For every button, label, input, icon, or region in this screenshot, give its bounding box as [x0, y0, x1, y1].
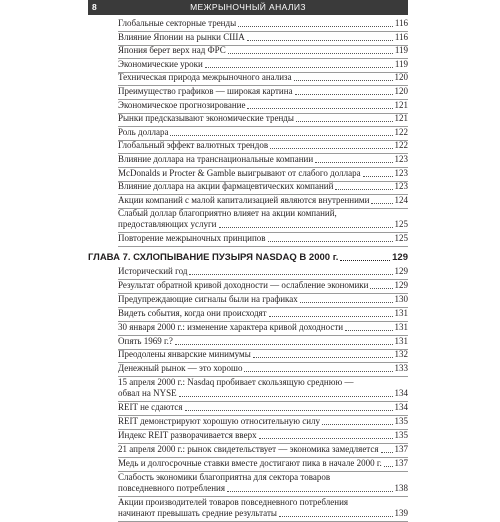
dot-leader [300, 302, 393, 303]
toc-entry-page: 116 [394, 18, 408, 28]
toc-entry-title: 30 января 2000 г.: изменение характера кривой доходности [118, 321, 344, 332]
toc-entry-page: 121 [394, 99, 408, 110]
toc-entry [118, 100, 408, 111]
toc-entry-title: Техническая природа межрыночного анализа [118, 72, 292, 83]
toc-entry-page: 119 [394, 45, 408, 56]
toc-entry-title: Опять 1969 г.? [118, 335, 173, 346]
dot-leader [219, 227, 393, 228]
toc-entry-page: 124 [394, 194, 408, 205]
dot-leader [269, 316, 393, 317]
toc-entry-title: начинают превышать средние результаты [118, 507, 277, 518]
toc-entry-title: Предупреждающие сигналы были на графиках [118, 293, 298, 304]
toc-entry-page: 120 [394, 72, 408, 83]
toc-entry [118, 127, 408, 138]
toc-entry-title: Преимущество графиков — широкая картина [118, 86, 293, 96]
toc-entry-page: 123 [394, 154, 408, 164]
dot-leader [340, 260, 390, 261]
toc-entry-page: 129 [394, 266, 408, 276]
dot-leader [296, 121, 393, 122]
page-number: 8 [92, 2, 97, 12]
toc-entry-title: Слабость экономики благоприятна для сектора товаров [118, 471, 331, 482]
dot-leader [170, 135, 392, 136]
toc-entry-title: Япония берет верх над ФРС [118, 45, 226, 56]
chapter-title: ГЛАВА 7. СХЛОПЫВАНИЕ ПУЗЫРЯ NASDAQ В 2000 г. [88, 252, 339, 263]
toc-entry [118, 430, 408, 441]
dot-leader [345, 330, 392, 331]
toc-entry-page: 116 [394, 31, 408, 42]
dot-leader [259, 438, 393, 439]
toc-entry [118, 280, 408, 291]
toc-entry [118, 472, 408, 494]
dot-leader [295, 94, 393, 95]
toc-entry-title: Влияние доллара на акции фармацевтических компаний [118, 181, 334, 192]
toc-entry [118, 416, 408, 427]
toc-entry-page: 131 [394, 335, 408, 346]
dot-leader [205, 67, 393, 68]
dot-leader [247, 108, 392, 109]
toc-entry-page: 120 [394, 86, 408, 96]
toc-entry-title: Экономическое прогнозирование [118, 99, 246, 110]
toc-entry-page: 132 [394, 349, 408, 360]
toc-entry-title: REIT не сдаются [118, 402, 183, 413]
toc-entry-title: Слабый доллар благоприятно влияет на акции компаний, [118, 208, 337, 219]
toc-entry [118, 402, 408, 413]
dot-leader [322, 424, 392, 425]
toc-entry-title: повседневного потребления [118, 482, 226, 493]
toc-entry-page: 133 [394, 363, 408, 374]
toc-entry-page: 131 [394, 307, 408, 318]
toc-entry [118, 377, 408, 399]
dot-leader [279, 516, 393, 517]
toc-entry-title: Влияние Японии на рынки США [118, 31, 245, 42]
dot-leader [244, 371, 392, 372]
toc-entry [118, 322, 408, 333]
toc-entry-page: 134 [394, 402, 408, 413]
toc-entry-title: обвал на NYSE [118, 388, 177, 399]
dot-leader [253, 357, 393, 358]
toc-entry-page: 122 [394, 140, 408, 151]
toc-entry [118, 72, 408, 83]
toc-entry-title: REIT демонстрируют хорошую относительную силу [118, 416, 321, 426]
toc-entry-title: 15 апреля 2000 г.: Nasdaq пробивает скользящую среднюю — [118, 377, 354, 388]
toc-entry-page: 130 [394, 293, 408, 304]
entry-separator [118, 246, 408, 247]
toc-entry [118, 266, 408, 277]
toc-entry-page: 123 [394, 181, 408, 192]
toc-entry-title: Роль доллара [118, 126, 169, 137]
running-header [88, 0, 408, 15]
toc-entry-title: Медь и долгосрочные ставки вместе достигают пика в начале 2000 г. [118, 457, 382, 468]
toc-entry-page: 138 [394, 482, 408, 493]
toc-entry [118, 113, 408, 124]
toc-entry-page: 123 [394, 167, 408, 178]
toc-entry-page: 122 [394, 126, 408, 137]
toc-entry-title: Результат обратной кривой доходности — ослабление экономики [118, 279, 369, 290]
dot-leader [370, 288, 392, 289]
toc-entry-page: 139 [394, 507, 408, 518]
toc-entry-title: Рынки предсказывают экономические тренды [118, 113, 294, 124]
dot-leader [335, 189, 392, 190]
toc-entry-title: Денежный рынок — это хорошо [118, 363, 243, 374]
dot-leader [268, 241, 393, 242]
toc-entry-page: 121 [394, 113, 408, 124]
toc-entry [118, 181, 408, 192]
toc-entry-title: Глобальный эффект валютных трендов [118, 140, 269, 151]
toc-entry-page: 137 [394, 443, 408, 454]
toc-entry [118, 18, 408, 29]
toc-entry-title: Глобальные секторные тренды [118, 18, 237, 28]
dot-leader [227, 491, 392, 492]
toc-entry-title: Видеть события, когда они происходят [118, 307, 267, 318]
dot-leader [270, 148, 392, 149]
toc-entry-page: 125 [394, 219, 408, 230]
dot-leader [238, 26, 393, 27]
toc-entry-title: McDonalds и Procter & Gamble выигрывают от слабого доллара [118, 167, 361, 178]
toc-entry-page: 135 [394, 416, 408, 426]
toc-entry [118, 195, 408, 206]
toc-entry [118, 363, 408, 374]
toc-entry-title: Акции компаний с малой капитализацией являются внутренними [118, 194, 370, 205]
dot-leader [384, 466, 393, 467]
chapter-heading [88, 252, 408, 264]
toc-entry [118, 45, 408, 56]
toc-entry-page: 134 [394, 388, 408, 399]
toc-entry-title: Влияние доллара на транснациональные компании [118, 154, 314, 164]
toc-entry-page: 125 [394, 233, 408, 243]
entry-separator [118, 521, 408, 522]
dot-leader [315, 162, 392, 163]
toc-entry-page: 131 [394, 321, 408, 332]
toc-entry-title: Повторение межрыночных принципов [118, 233, 266, 243]
toc-entry [118, 208, 408, 230]
toc-entry-title: предоставляющих услуги [118, 219, 217, 230]
running-title: МЕЖРЫНОЧНЫЙ АНАЛИЗ [190, 2, 306, 12]
chapter-page-number: 129 [392, 252, 408, 263]
toc-entry-page: 137 [394, 457, 408, 468]
dot-leader [228, 53, 393, 54]
dot-leader [189, 274, 392, 275]
toc-entry [118, 86, 408, 97]
toc-entry [118, 168, 408, 179]
dot-leader [175, 344, 393, 345]
toc-entry [118, 59, 408, 70]
toc-entry [118, 294, 408, 305]
toc-entry [118, 444, 408, 455]
toc-entry-title: 21 апреля 2000 г.: рынок свидетельствует — экономика замедляется [118, 443, 379, 454]
dot-leader [179, 396, 393, 397]
toc-entry-page: 135 [394, 429, 408, 440]
toc-entry-page: 129 [394, 279, 408, 290]
toc-entry [118, 349, 408, 360]
toc-entry [118, 458, 408, 469]
dot-leader [371, 203, 392, 204]
dot-leader [363, 176, 393, 177]
toc-entry [118, 233, 408, 244]
toc-entry-title: Экономические уроки [118, 58, 203, 69]
toc-entry-title: Акции производителей товаров повседневного потребления [118, 496, 349, 507]
toc-entry-title: Исторический год [118, 266, 188, 276]
toc-entry-page: 119 [394, 58, 408, 69]
dot-leader [294, 80, 393, 81]
dot-leader [247, 40, 393, 41]
toc-entry [118, 32, 408, 43]
toc-entry [118, 336, 408, 347]
dot-leader [381, 452, 393, 453]
toc-entry-title: Индекс REIT разворачивается вверх [118, 429, 257, 440]
toc-entry [118, 308, 408, 319]
dot-leader [185, 410, 393, 411]
toc-entry [118, 140, 408, 151]
toc-entry-title: Преодолены январские минимумы [118, 349, 251, 360]
toc-entry [118, 154, 408, 165]
